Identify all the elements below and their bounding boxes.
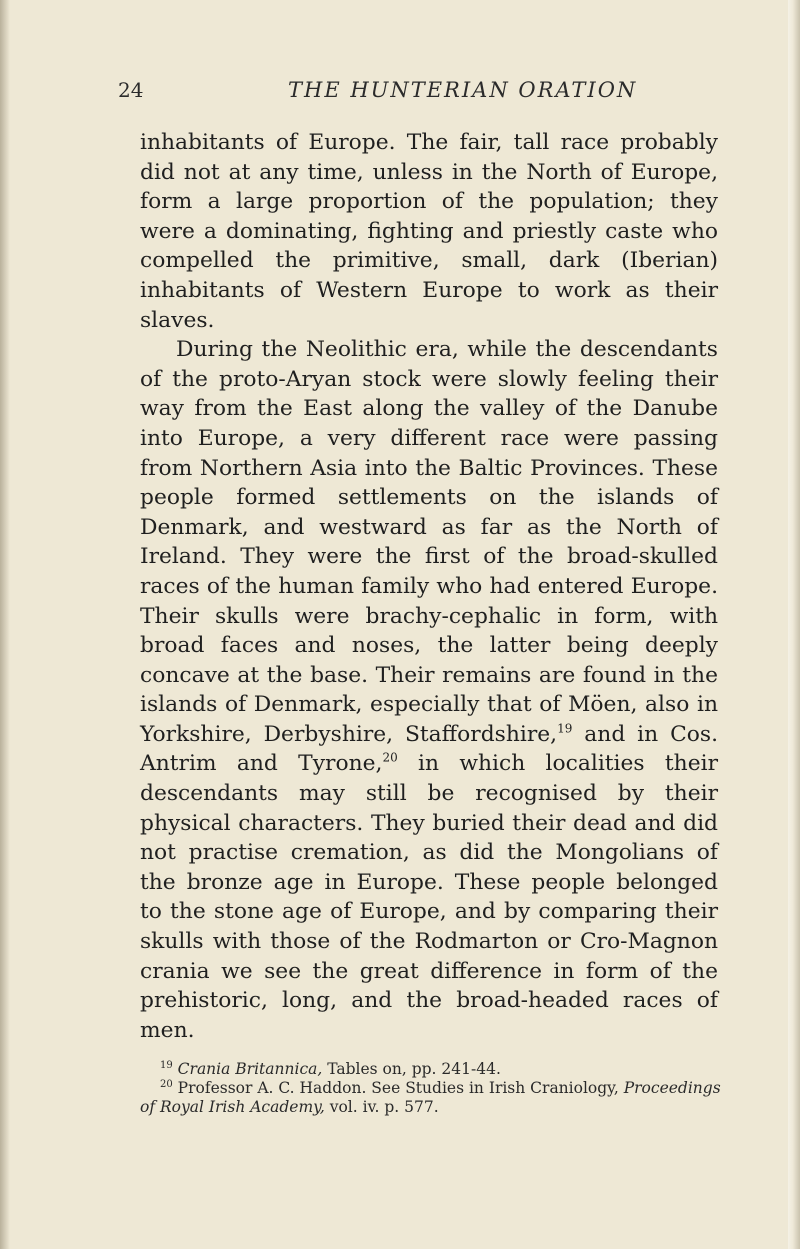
footnote-title: Proceedings of Royal Irish Academy, — [140, 1079, 721, 1116]
footnote-text: Tables on, pp. 241-44. — [322, 1060, 501, 1078]
footnote-ref-20[interactable]: 20 — [382, 751, 398, 766]
page-edge — [788, 0, 800, 1249]
page-gutter-shadow — [0, 0, 10, 1249]
footnote-text-end: vol. iv. p. 577. — [324, 1098, 439, 1116]
paragraph-2-part-a: During the Neolithic era, while the descendants of the proto-Aryan stock were slowly feeling their way from the East along the valley of the Danube into Europe, a very different race were passing from Northern Asia into the Baltic Provinces. These people formed settlements on the islands of Denmark, and westward as far as the North of Ireland. They were the first of the broad-skulled races of the human family who had entered Europe. Their skulls were brachy-cephalic in form, with broad faces and noses, the latter being deeply concave at the base. Their remains are found in the islands of Denmark, especially that of Möen, also in Yorkshire, Derbyshire, Staffordshire, — [140, 337, 718, 747]
body-text — [140, 128, 718, 1045]
footnote-19 — [140, 1060, 730, 1079]
footnote-20 — [140, 1079, 730, 1117]
paragraph-1: inhabitants of Europe. The fair, tall race probably did not at any time, unless in the North of Europe, form a large proportion of the population; they were a dominating, fighting and priestly caste who compelled the primitive, small, dark (Iberian) inhabitants of Western Europe to work as their slaves. — [140, 130, 718, 333]
footnotes — [140, 1060, 730, 1117]
footnote-number: 20 — [160, 1078, 173, 1090]
footnote-number: 19 — [160, 1059, 173, 1071]
paragraph-2 — [140, 335, 718, 1045]
running-title: THE HUNTERIAN ORATION — [288, 78, 638, 102]
footnote-title: Crania Britannica, — [177, 1060, 323, 1078]
running-head — [118, 78, 718, 108]
footnote-text: Professor A. C. Haddon. See Studies in Irish Craniology, — [172, 1079, 624, 1097]
page-number: 24 — [118, 78, 144, 102]
footnote-ref-19[interactable]: 19 — [557, 721, 573, 736]
paragraph-2-part-b: and in Cos. Antrim and Tyrone, — [140, 721, 718, 777]
paragraph-2-part-c: in which localities their descendants may still be recognised by their physical characters. They buried their dead and did not practise cremation, as did the Mongolians of the bronze age in Europe. These people belonged to the stone age of Europe, and by comparing their skulls with those of the Rodmarton or Cro-Magnon crania we see the great difference in form of the prehistoric, long, and the broad-headed races of men. — [140, 751, 719, 1043]
